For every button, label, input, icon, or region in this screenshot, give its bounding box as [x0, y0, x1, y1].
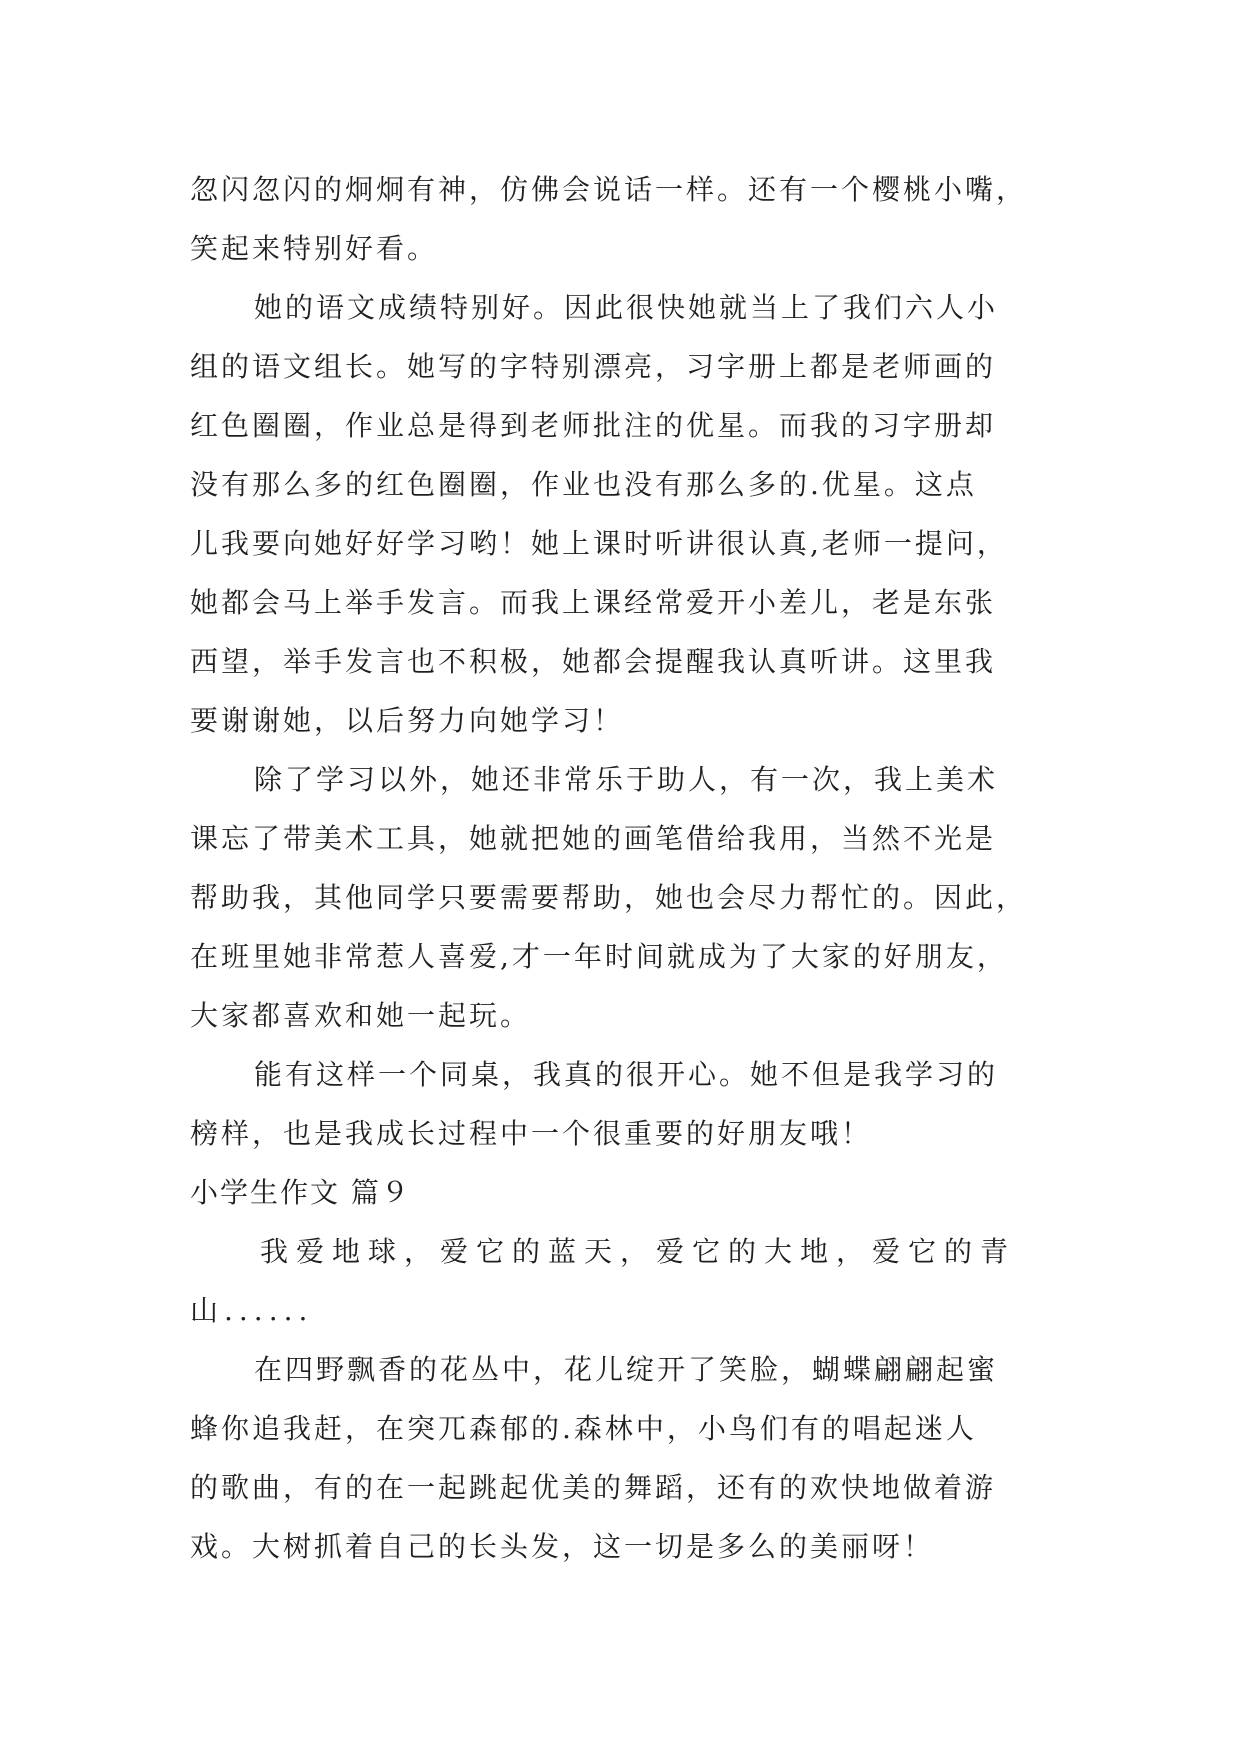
text-line: 山...... [190, 1294, 314, 1327]
paragraph-1 [190, 160, 1052, 278]
text-line: 在班里她非常惹人喜爱,才一年时间就成为了大家的好朋友， [190, 940, 1008, 973]
text-line: 我爱地球，爱它的蓝天，爱它的大地，爱它的青 [260, 1235, 1017, 1268]
text-line: 除了学习以外，她还非常乐于助人，有一次，我上美术 [254, 763, 999, 796]
text-line: 忽闪忽闪的炯炯有神，仿佛会说话一样。还有一个樱桃小嘴， [190, 173, 1028, 206]
text-line: 笑起来特别好看。 [190, 232, 439, 265]
text-line: 蜂你追我赶，在突兀森郁的.森林中，小鸟们有的唱起迷人 [190, 1412, 977, 1445]
text-line: 红色圈圈，作业总是得到老师批注的优星。而我的习字册却 [190, 409, 997, 442]
paragraph-6 [190, 1340, 1052, 1576]
text-line: 的歌曲，有的在一起跳起优美的舞蹈，还有的欢快地做着游 [190, 1471, 997, 1504]
text-line: 没有那么多的红色圈圈，作业也没有那么多的.优星。这点 [190, 468, 977, 501]
paragraph-5 [190, 1222, 1052, 1340]
paragraph-3 [190, 750, 1052, 1045]
text-line: 在四野飘香的花丛中，花儿绽开了笑脸，蝴蝶翩翩起蜜 [254, 1353, 999, 1386]
text-line: 她的语文成绩特别好。因此很快她就当上了我们六人小 [254, 291, 999, 324]
text-line: 课忘了带美术工具，她就把她的画笔借给我用，当然不光是 [190, 822, 997, 855]
section-heading: 小学生作文 篇９ [190, 1176, 411, 1209]
text-line: 榜样，也是我成长过程中一个很重要的好朋友哦！ [190, 1117, 873, 1150]
text-line: 西望，举手发言也不积极，她都会提醒我认真听讲。这里我 [190, 645, 997, 678]
text-line: 她都会马上举手发言。而我上课经常爱开小差儿，老是东张 [190, 586, 997, 619]
paragraph-2 [190, 278, 1052, 750]
text-line: 戏。大树抓着自己的长头发，这一切是多么的美丽呀！ [190, 1530, 935, 1563]
text-line: 要谢谢她，以后努力向她学习！ [190, 704, 625, 737]
paragraph-4 [190, 1045, 1052, 1163]
document-body [190, 160, 1052, 1576]
text-line: 帮助我，其他同学只要需要帮助，她也会尽力帮忙的。因此， [190, 881, 1028, 914]
text-line: 组的语文组长。她写的字特别漂亮，习字册上都是老师画的 [190, 350, 997, 383]
text-line: 能有这样一个同桌，我真的很开心。她不但是我学习的 [254, 1058, 999, 1091]
text-line: 大家都喜欢和她一起玩。 [190, 999, 532, 1032]
text-line: 儿我要向她好好学习哟！她上课时听讲很认真,老师一提问， [190, 527, 1008, 560]
